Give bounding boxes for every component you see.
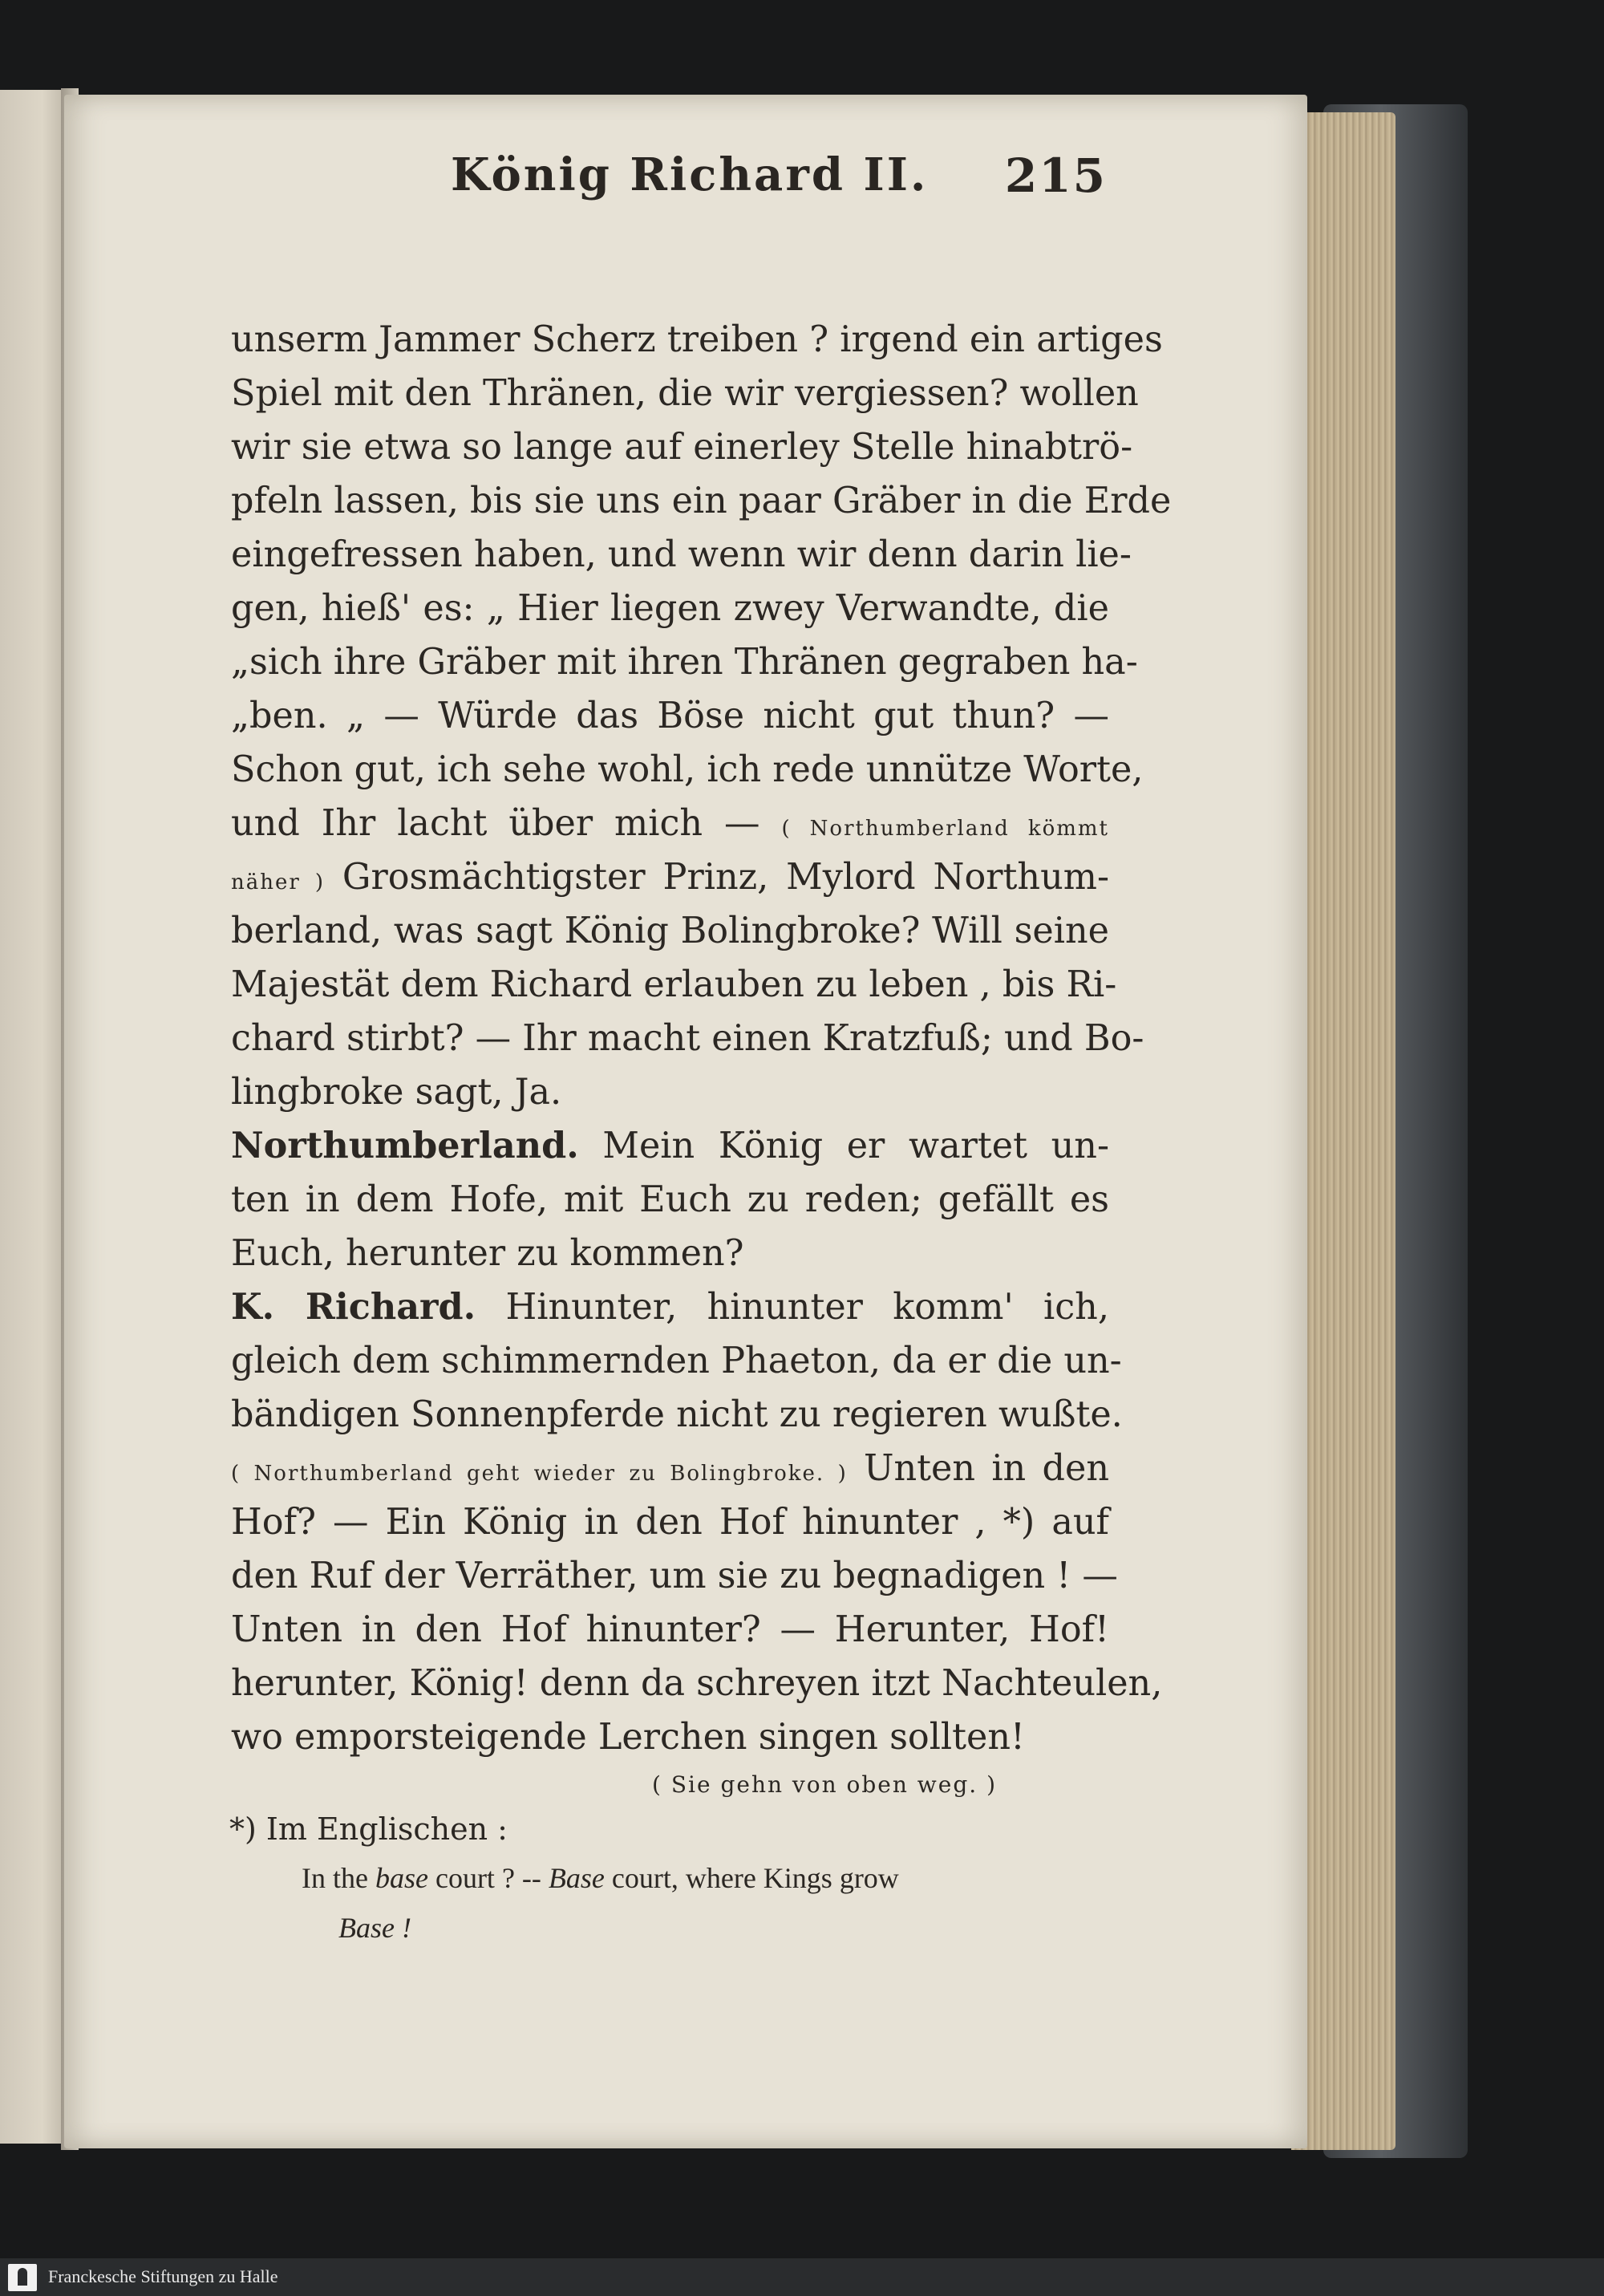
text-line: ten in dem Hofe, mit Euch zu reden; gefällt es: [231, 1179, 1109, 1220]
text-line: „sich ihre Gräber mit ihren Thränen gegraben ha-: [231, 642, 1138, 683]
text-line: Euch, herunter zu kommen?: [231, 1233, 744, 1274]
page-number: 215: [1004, 148, 1107, 203]
text-line: eingefressen haben, und wenn wir denn darin lie-: [231, 534, 1132, 575]
text-line: [231, 797, 1109, 850]
text-line: Unten in den Hof hinunter? — Herunter, Hof!: [231, 1609, 1109, 1650]
text-line: pfeln lassen, bis sie uns ein paar Gräber in die Erde: [231, 481, 1172, 521]
text-line: unserm Jammer Scherz treiben ? irgend ein artiges: [231, 319, 1163, 360]
previous-page-edge: [0, 90, 71, 2144]
text-line: herunter, König! denn da schreyen itzt Nachteulen,: [231, 1663, 1163, 1704]
quote-segment: court ? --: [435, 1862, 541, 1894]
speaker-name: Northumberland.: [231, 1125, 579, 1166]
quote-segment-italic: base: [375, 1862, 428, 1894]
quote-segment-italic: Base: [548, 1862, 605, 1894]
main-text: [231, 313, 1172, 1806]
footnote-quote: [229, 1853, 1120, 1903]
text-line: berland, was sagt König Bolingbroke? Will seine: [231, 911, 1109, 951]
stage-direction: ( Northumberland geht wieder zu Bolingbroke. ): [231, 1462, 848, 1486]
quote-segment: In the: [302, 1862, 368, 1894]
text-line: Majestät dem Richard erlauben zu leben , bis Ri-: [231, 964, 1117, 1005]
text-line: lingbroke sagt, Ja.: [231, 1072, 562, 1113]
text-line: Spiel mit den Thränen, die wir vergiessen? wollen: [231, 373, 1139, 414]
quote-segment: court, where Kings grow: [611, 1862, 899, 1894]
speech-northumberland: [231, 1119, 1109, 1173]
institution-logo-icon: [8, 2264, 37, 2291]
text-line: „ben. „ — Würde das Böse nicht gut thun? —: [231, 696, 1109, 736]
text-line: chard stirbt? — Ihr macht einen Kratzfuß; und Bo-: [231, 1018, 1144, 1059]
footnote: [229, 1805, 1120, 1953]
footnote-quote-end: Base !: [338, 1912, 411, 1944]
stage-direction: ( Northumberland kömmt: [781, 817, 1109, 841]
speaker-name: K. Richard.: [231, 1286, 476, 1328]
exit-stage-direction: ( Sie gehn von oben weg. ): [652, 1771, 997, 1798]
text-line: Hof? — Ein König in den Hof hinunter , *) auf: [231, 1502, 1109, 1543]
text-segment: Hinunter, hinunter komm' ich,: [505, 1287, 1109, 1328]
institution-name: Franckesche Stiftungen zu Halle: [48, 2266, 278, 2286]
running-header: [417, 148, 1107, 213]
text-line: wo emporsteigende Lerchen singen sollten!: [231, 1717, 1025, 1758]
text-line: gen, hieß' es: „ Hier liegen zwey Verwandte, die: [231, 588, 1109, 629]
running-title: König Richard II.: [451, 148, 929, 201]
text-segment: Unten in den: [864, 1448, 1109, 1489]
text-line: Schon gut, ich sehe wohl, ich rede unnütze Worte,: [231, 749, 1144, 790]
viewer-footer: [0, 2258, 1604, 2296]
text-segment: und Ihr lacht über mich —: [231, 803, 760, 844]
text-line: wir sie etwa so lange auf einerley Stelle hinabtrö-: [231, 427, 1133, 468]
speech-richard: [231, 1280, 1109, 1334]
text-line: den Ruf der Verräther, um sie zu begnadigen ! —: [231, 1556, 1118, 1596]
footnote-marker: *) Im Englischen :: [229, 1811, 508, 1847]
text-segment: Mein König er wartet un-: [602, 1126, 1109, 1166]
text-line: gleich dem schimmernden Phaeton, da er die un-: [231, 1341, 1122, 1381]
text-segment: Grosmächtigster Prinz, Mylord Northum-: [342, 857, 1109, 898]
text-line: [231, 850, 1109, 904]
stage-direction: näher ): [231, 870, 325, 894]
text-line: bändigen Sonnenpferde nicht zu regieren wußte.: [231, 1394, 1123, 1435]
text-line: [231, 1442, 1109, 1495]
